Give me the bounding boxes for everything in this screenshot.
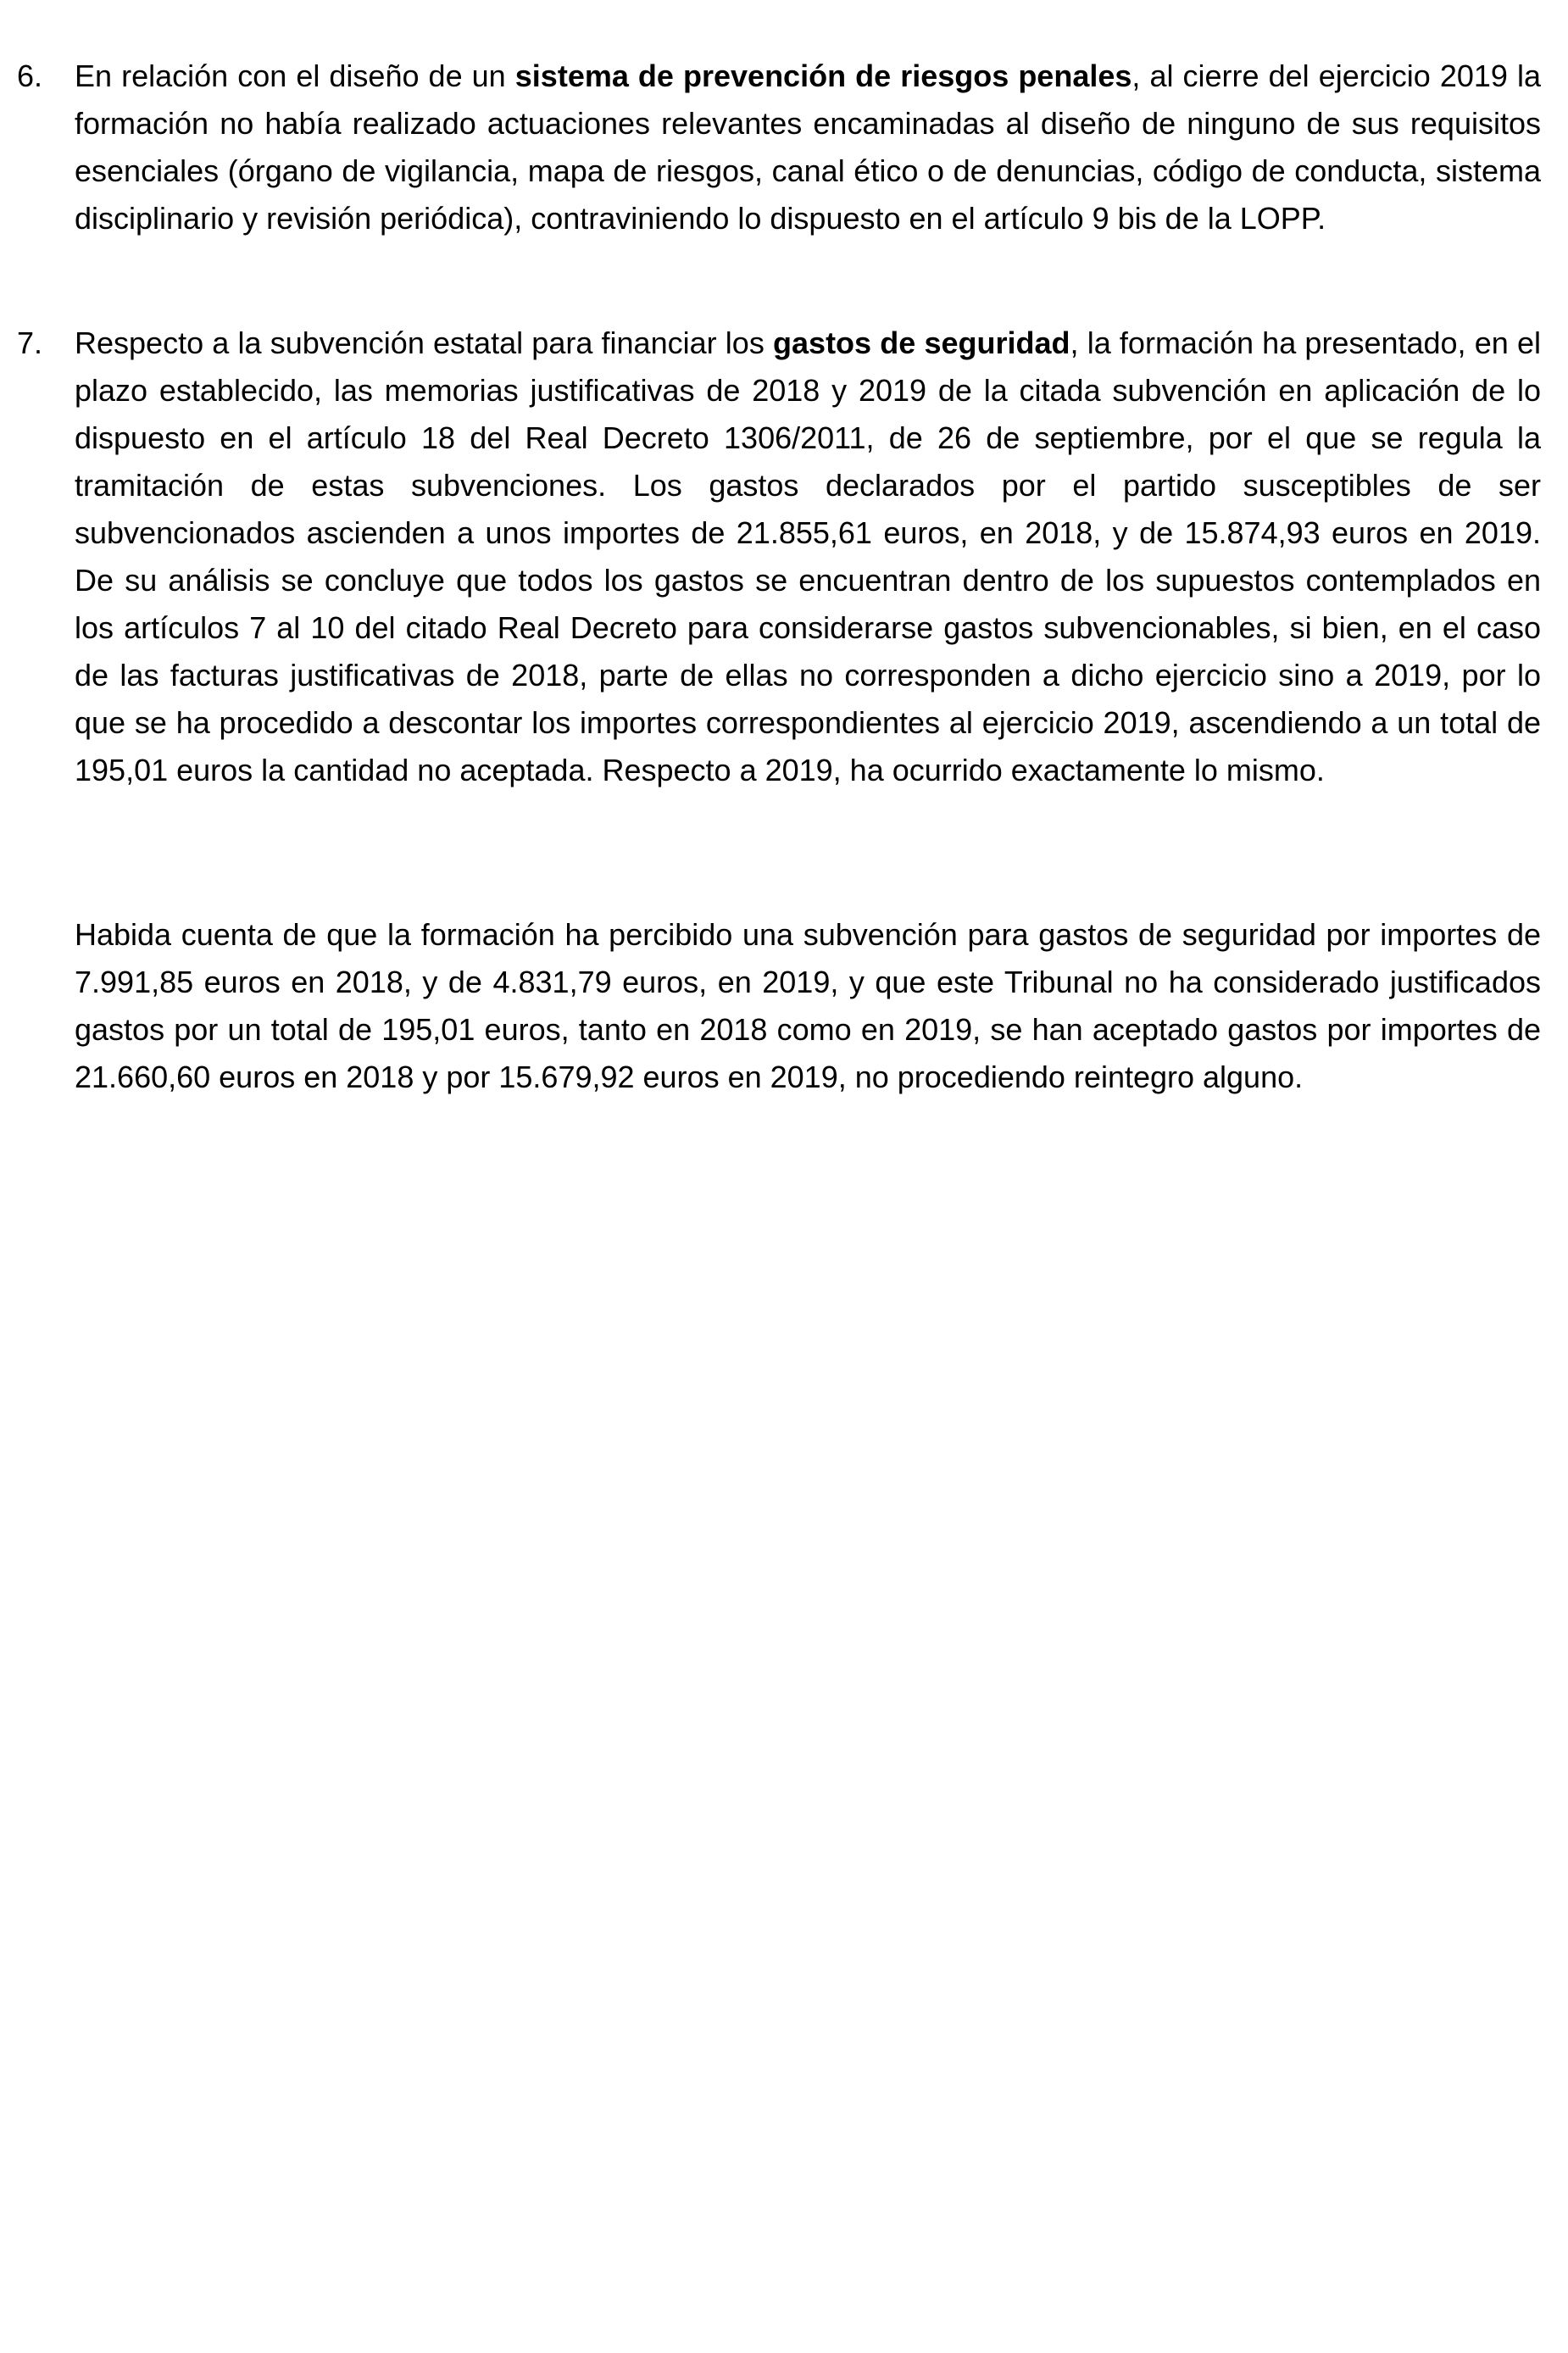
paragraph-text: , la formación ha presentado, en el plazo establecido, las memorias justificativas de 2018 y 2019 de la citada subvención en aplicación de lo dispuesto en el artículo 18 del Real Decreto 1306/2011, de 26 de septiembre, por el que se regula la tramitación de estas subvenciones. Los gastos declarados por el partido susceptibles de ser subvencionados ascienden a unos importes de 21.855,61 euros, en 2018, y de 15.874,93 euros en 2019. De su análisis se concluye que todos los gastos se encuentran dentro de los supuestos contemplados en los artículos 7 al 10 del citado Real Decreto para considerarse gastos subvencionables, si bien, en el caso de las facturas justificativas de 2018, parte de ellas no corresponden a dicho ejercicio sino a 2019, por lo que se ha procedido a descontar los importes correspondientes al ejercicio 2019, ascendiendo a un total de 195,01 euros la cantidad no aceptada. Respecto a 2019, ha ocurrido exactamente lo mismo.: [75, 325, 1542, 787]
emphasis-text: gastos de seguridad: [773, 325, 1070, 360]
emphasis-text: sistema de prevención de riesgos penales: [514, 58, 1132, 93]
item-paragraph: [75, 320, 1541, 794]
paragraph-text: , al cierre del ejercicio 2019 la formación no había realizado actuaciones relevantes encaminadas al diseño de ninguno de sus requisitos esenciales (órgano de vigilancia, mapa de riesgos, canal ético o de denuncias, código de conducta, sistema disciplinario y revisión periódica), contraviniendo lo dispuesto en el artículo 9 bis de la LOPP.: [75, 58, 1541, 236]
item-number: 6.: [17, 58, 43, 93]
paragraph-text: En relación con el diseño de un: [75, 58, 515, 93]
paragraph-text: Respecto a la subvención estatal para financiar los: [75, 325, 774, 360]
item-number: 7.: [17, 325, 43, 360]
item-paragraph: [75, 53, 1541, 242]
continuation-paragraph: Habida cuenta de que la formación ha percibido una subvención para gastos de seguridad por importes de 7.991,85 euros en 2018, y de 4.831,79 euros, en 2019, y que este Tribunal no ha considerado justificados gastos por un total de 195,01 euros, tanto en 2018 como en 2019, se han aceptado gastos por importes de 21.660,60 euros en 2018 y por 15.679,92 euros en 2019, no procediendo reintegro alguno.: [75, 917, 1541, 1094]
